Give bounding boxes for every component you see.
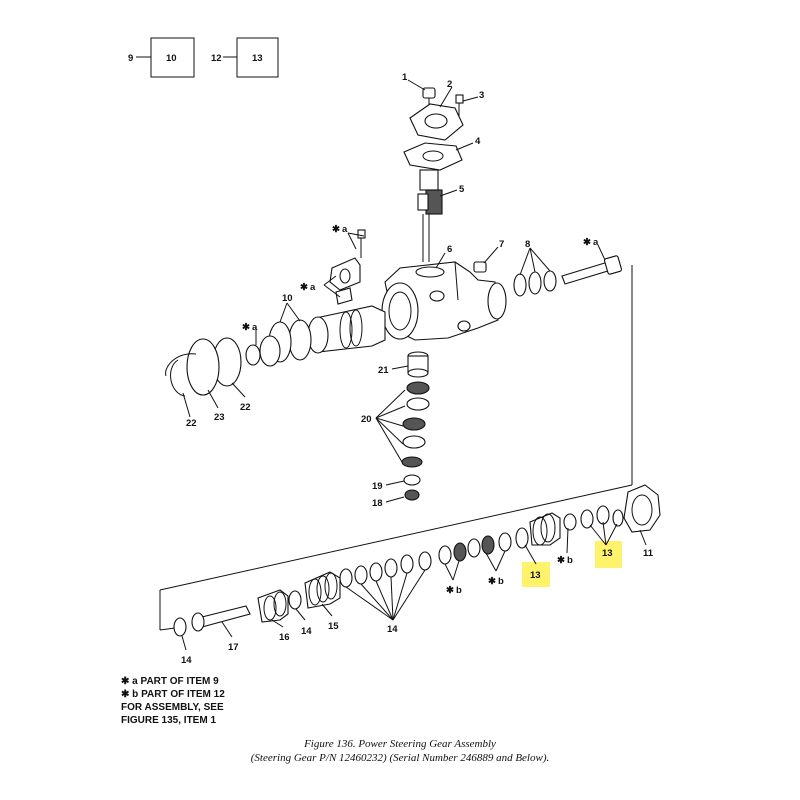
kit-box-12-13 xyxy=(211,38,278,77)
callout-21: 21 xyxy=(378,365,389,376)
callout-19: 19 xyxy=(372,481,383,492)
legend xyxy=(121,675,225,727)
callout-16: 16 xyxy=(279,632,290,643)
gear-housing xyxy=(382,262,506,340)
legend-letter: a xyxy=(132,676,138,687)
star-b-symbol: ✱ xyxy=(488,576,496,587)
sector-stack xyxy=(402,352,429,500)
frame-line-diagonal xyxy=(160,485,632,590)
caption-subtitle: (Steering Gear P/N 12460232) (Serial Number 246889 and Below). xyxy=(250,752,550,764)
callout-1: 1 xyxy=(402,72,408,83)
star-b-label: b xyxy=(567,555,573,566)
callout-14: 14 xyxy=(301,626,312,637)
star-a-symbol: ✱ xyxy=(242,322,250,333)
callout-22: 22 xyxy=(240,402,251,413)
star-a-label: a xyxy=(310,282,316,293)
callout-18: 18 xyxy=(372,498,383,509)
legend-note-line: FOR ASSEMBLY, SEE xyxy=(121,702,224,713)
adjuster-bolt xyxy=(562,255,622,284)
star-b-symbol: ✱ xyxy=(557,555,565,566)
legend-note-line: FIGURE 135, ITEM 1 xyxy=(121,715,217,726)
callout-20: 20 xyxy=(361,414,372,425)
star-a-label: a xyxy=(342,224,348,235)
star-b-label: b xyxy=(498,576,504,587)
kit-box-label: 10 xyxy=(166,53,177,64)
callout-3: 3 xyxy=(479,90,485,101)
callout-17: 17 xyxy=(228,642,239,653)
star-a-symbol: ✱ xyxy=(332,224,340,235)
star-a-symbol: ✱ xyxy=(583,237,591,248)
callout-8: 8 xyxy=(525,239,531,250)
callout-22: 22 xyxy=(186,418,197,429)
callout-15: 15 xyxy=(328,621,339,632)
callout-7: 7 xyxy=(499,239,505,250)
callout-6: 6 xyxy=(447,244,453,255)
callout-2: 2 xyxy=(447,79,453,90)
callout-14: 14 xyxy=(181,655,192,666)
legend-star-icon: ✱ xyxy=(121,676,130,687)
callout-10: 10 xyxy=(282,293,293,304)
callout-11: 11 xyxy=(643,548,654,559)
legend-star-icon: ✱ xyxy=(121,689,130,700)
valve-assembly xyxy=(174,485,660,636)
callout-4: 4 xyxy=(475,136,481,147)
star-b-symbol: ✱ xyxy=(446,585,454,596)
legend-letter: b xyxy=(132,689,139,700)
caption-title: Figure 136. Power Steering Gear Assembly xyxy=(304,738,496,750)
callout-23: 23 xyxy=(214,412,225,423)
star-b-label: b xyxy=(456,585,462,596)
kit-box-label: 13 xyxy=(252,53,263,64)
callout-5: 5 xyxy=(459,184,465,195)
kit-box-9-10 xyxy=(128,38,194,77)
legend-text: PART OF ITEM 9 xyxy=(140,676,219,687)
figure-caption xyxy=(0,737,800,765)
frame-line-stub xyxy=(160,628,175,630)
legend-row-a xyxy=(121,675,225,688)
star-a-symbol: ✱ xyxy=(300,282,308,293)
callout-14: 14 xyxy=(387,624,398,635)
piston-assembly xyxy=(166,306,385,396)
star-a-label: a xyxy=(593,237,599,248)
cover-assembly xyxy=(404,88,463,262)
kit-lead-label: 9 xyxy=(128,53,134,64)
legend-text: PART OF ITEM 12 xyxy=(141,689,225,700)
legend-row-b xyxy=(121,688,225,701)
callout-13: 13 xyxy=(602,548,613,559)
star-a-label: a xyxy=(252,322,258,333)
callout-13: 13 xyxy=(530,570,541,581)
kit-lead-label: 12 xyxy=(211,53,222,64)
